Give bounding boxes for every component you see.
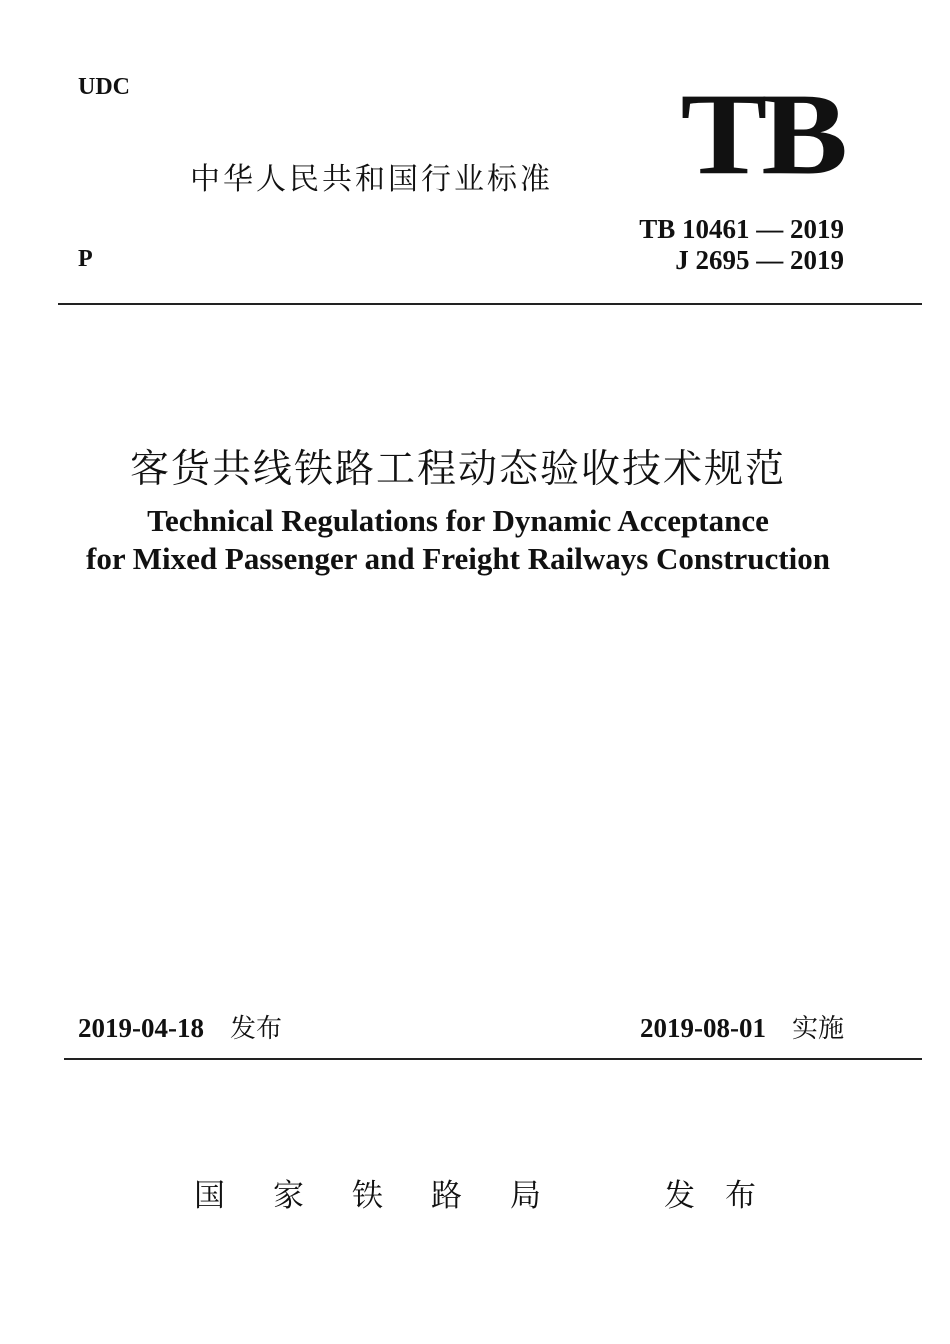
- classification-label: P: [78, 246, 93, 272]
- standard-codes: [639, 214, 844, 276]
- issuer-name: 国家铁路局: [194, 1178, 589, 1214]
- header-divider: [58, 303, 922, 305]
- title-chinese: 客货共线铁路工程动态验收技术规范: [129, 447, 786, 492]
- issue-date-block: [78, 1008, 282, 1045]
- standard-type: 中华人民共和国行业标准: [190, 162, 553, 197]
- tb-logo: TB: [680, 69, 842, 200]
- issuer-action: 发布: [664, 1178, 786, 1214]
- title-english-line2: for Mixed Passenger and Freight Railways Construction: [86, 541, 830, 576]
- title-english-line1: Technical Regulations for Dynamic Acceptance: [147, 503, 769, 538]
- implement-date: 2019-08-01: [640, 1013, 766, 1043]
- implement-date-block: [640, 1008, 844, 1045]
- issue-label: 发布: [229, 1014, 282, 1044]
- footer-divider: [64, 1058, 922, 1060]
- standard-code: TB 10461 — 2019: [639, 214, 844, 244]
- record-code: J 2695 — 2019: [675, 245, 844, 275]
- udc-label: UDC: [78, 74, 130, 100]
- implement-label: 实施: [791, 1014, 844, 1044]
- issue-date: 2019-04-18: [78, 1013, 204, 1043]
